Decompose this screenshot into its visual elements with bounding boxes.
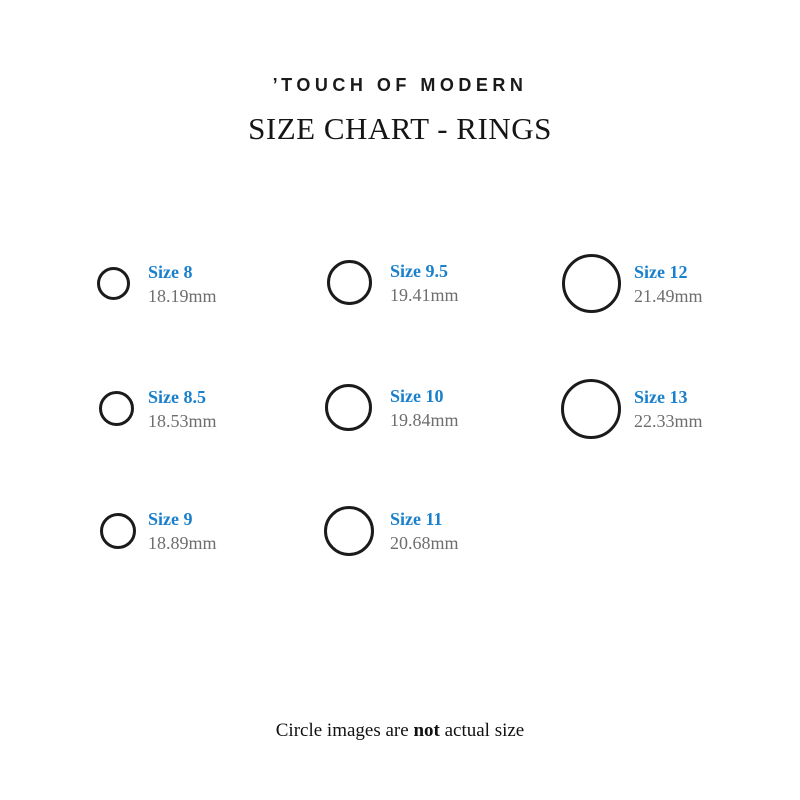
logo-tick-icon: ’: [272, 75, 283, 95]
ring-diameter-value: 20.68mm: [390, 533, 459, 553]
ring-diameter-value: 22.33mm: [634, 411, 703, 431]
ring-circle-icon: [561, 379, 621, 439]
ring-diameter-value: 18.19mm: [148, 286, 217, 306]
ring-size-label: Size 12: [634, 262, 688, 282]
ring-diameter-value: 19.41mm: [390, 285, 459, 305]
ring-size-label: Size 11: [390, 509, 443, 529]
footer-note-emphasis: not: [413, 720, 440, 741]
ring-size-label: Size 9.5: [390, 261, 448, 281]
ring-circle-icon: [324, 506, 374, 556]
ring-circle-icon: [99, 391, 134, 426]
page-title: SIZE CHART - RINGS: [248, 111, 552, 146]
footer-note-suffix: actual size: [439, 720, 525, 741]
ring-diameter-value: 19.84mm: [390, 410, 459, 430]
ring-circle-icon: [562, 254, 621, 313]
ring-size-label: Size 13: [634, 387, 688, 407]
ring-size-label: Size 8.5: [148, 387, 206, 407]
ring-circle-icon: [327, 260, 372, 305]
footer-note-prefix: Circle images are: [275, 720, 414, 741]
brand-logo: [0, 75, 800, 95]
ring-diameter-value: 21.49mm: [634, 286, 703, 306]
brand-logo-text: TOUCH OF MODERN: [281, 75, 528, 95]
ring-diameter-value: 18.53mm: [148, 411, 217, 431]
ring-circle-icon: [325, 384, 372, 431]
ring-circle-icon: [100, 513, 136, 549]
footer-note: [0, 719, 800, 743]
ring-size-label: Size 8: [148, 262, 193, 282]
ring-diameter-value: 18.89mm: [148, 533, 217, 553]
ring-size-label: Size 10: [390, 386, 444, 406]
ring-circle-icon: [97, 267, 130, 300]
ring-size-label: Size 9: [148, 509, 193, 529]
